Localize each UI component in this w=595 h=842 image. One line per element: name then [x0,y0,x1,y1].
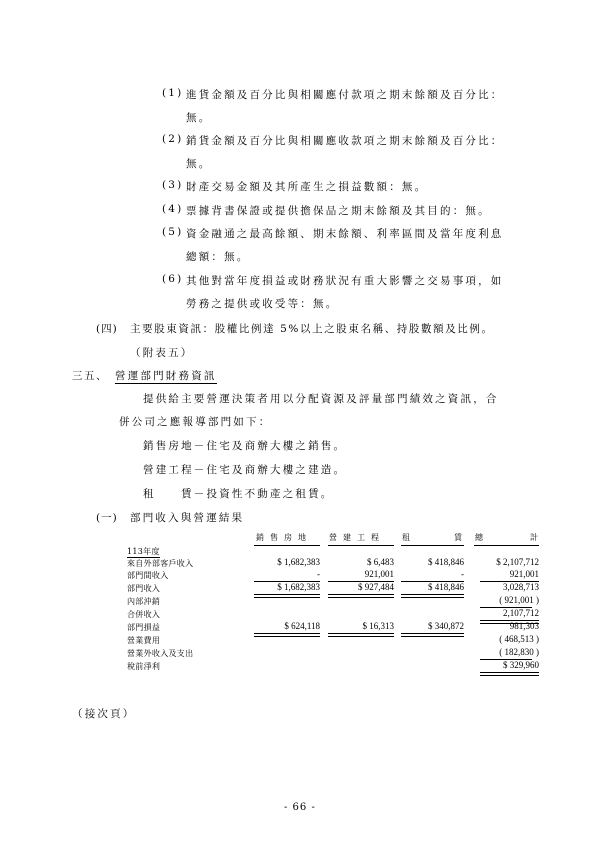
cell-segment-profit-construction: $ 16,313 [362,621,394,631]
cell-external-construction: $ 6,483 [367,557,394,567]
cell-segment-revenue-total: 3,028,713 [503,582,539,592]
header-rule-total [474,545,539,546]
double-rule-segment-revenue-leasing [401,594,464,598]
item-3-text: 財產交易金額及其所產生之損益數額：無。 [186,181,428,193]
item-3-number: (3) [162,179,184,191]
cell-intersegment-leasing: - [461,569,464,579]
item-2-text: 銷貨金額及百分比與相關應收款項之期末餘額及百分比： [186,135,504,147]
row-label-segment-profit: 部門損益 [127,623,161,632]
item-4-text: 票據背書保證或提供擔保品之期末餘額及其目的：無。 [186,205,491,217]
section-35-title: 營運部門財務資訊 [115,370,217,382]
column-header-total-label: 總計 [475,533,538,542]
item-6-continuation: 勞務之提供或收受等：無。 [186,298,339,310]
row-label-eliminations: 內部沖銷 [127,597,161,606]
column-header-sales: 銷售房地 [256,533,312,542]
row-label-pretax-income: 稅前淨利 [127,662,161,671]
header-rule-sales [254,545,320,546]
header-rule-construction [328,545,394,546]
column-header-construction: 營建工程 [329,533,385,542]
table-year: 113年度 [127,547,160,556]
row-label-segment-revenue: 部門收入 [127,584,161,593]
section-35-intro-line2: 併公司之應報導部門如下： [119,416,272,428]
segment-construction: 營建工程－住宅及商辦大樓之建造。 [143,464,347,476]
item-1-continuation: 無。 [186,112,212,124]
section-35-intro-line1: 提供給主要營運決策者用以分配資源及評量部門績效之資訊，合 [143,393,499,405]
double-rule-segment-profit-leasing [401,633,464,637]
row-label-intersegment-revenue: 部門間收入 [127,571,169,580]
cell-pretax-income-total: $ 329,960 [503,660,539,670]
cell-non-operating-total: ( 182,830 ) [499,647,539,657]
section-4-continuation: （附表五） [130,347,194,359]
continued-note: （接次頁） [72,708,136,720]
cell-intersegment-total: 921,001 [509,569,539,579]
cell-segment-profit-total: 981,303 [509,621,539,631]
cell-consolidated-revenue-total: 2,107,712 [503,608,539,618]
item-6-number: (6) [162,273,184,285]
item-2-continuation: 無。 [186,158,212,170]
cell-segment-revenue-sales: $ 1,682,383 [277,582,320,592]
cell-segment-profit-sales: $ 624,118 [284,621,320,631]
cell-intersegment-construction: 921,001 [364,569,394,579]
item-4-number: (4) [162,203,184,215]
segment-sales: 銷售房地－住宅及商辦大樓之銷售。 [143,440,347,452]
double-rule-segment-profit-sales [254,633,320,637]
cell-intersegment-sales: - [317,569,320,579]
column-header-leasing-label: 租賃 [402,533,462,542]
double-rule-segment-revenue-construction [328,594,394,598]
item-1-text: 進貨金額及百分比與相關應付款項之期末餘額及百分比： [186,89,504,101]
section-4-text: 主要股東資訊：股權比例達 5%以上之股東名稱、持股數額及比例。 [130,323,494,335]
cell-operating-expenses-total: ( 468,513 ) [499,634,539,644]
row-label-consolidated-revenue: 合併收入 [127,610,161,619]
section-4-number: (四) [96,323,118,335]
cell-segment-profit-leasing: $ 340,872 [428,621,464,631]
item-5-text: 資金融通之最高餘額、期末餘額、利率區間及當年度利息 [186,228,504,240]
cell-eliminations-total: ( 921,001 ) [499,595,539,605]
row-label-external-revenue: 來自外部客戶收入 [127,559,194,568]
segment-leasing: 租 賃－投資性不動產之租賃。 [143,488,334,500]
page-number: - 66 - [284,802,316,813]
row-label-operating-expenses: 營業費用 [127,636,161,645]
column-header-total [475,532,538,543]
cell-external-sales: $ 1,682,383 [277,557,320,567]
item-2-number: (2) [162,133,184,145]
item-6-text: 其他對當年度損益或財務狀況有重大影響之交易事項，如 [186,275,504,287]
row-label-non-operating: 營業外收入及支出 [127,649,194,658]
subsection-1-title: 部門收入與營運結果 [130,512,245,524]
cell-external-total: $ 2,107,712 [496,557,539,567]
column-header-leasing [402,532,462,543]
item-5-continuation: 總額：無。 [186,251,250,263]
double-rule-segment-revenue-sales [254,594,320,598]
section-35-number: 三五、 [72,370,108,382]
item-1-number: (1) [162,87,184,99]
cell-external-leasing: $ 418,846 [428,557,464,567]
cell-segment-revenue-leasing: $ 418,846 [428,582,464,592]
cell-segment-revenue-construction: $ 927,484 [358,582,394,592]
header-rule-leasing [401,545,464,546]
double-rule-pretax-income [480,672,539,676]
subsection-1-number: (一) [96,512,118,524]
item-5-number: (5) [162,226,184,238]
double-rule-segment-profit-construction [328,633,394,637]
